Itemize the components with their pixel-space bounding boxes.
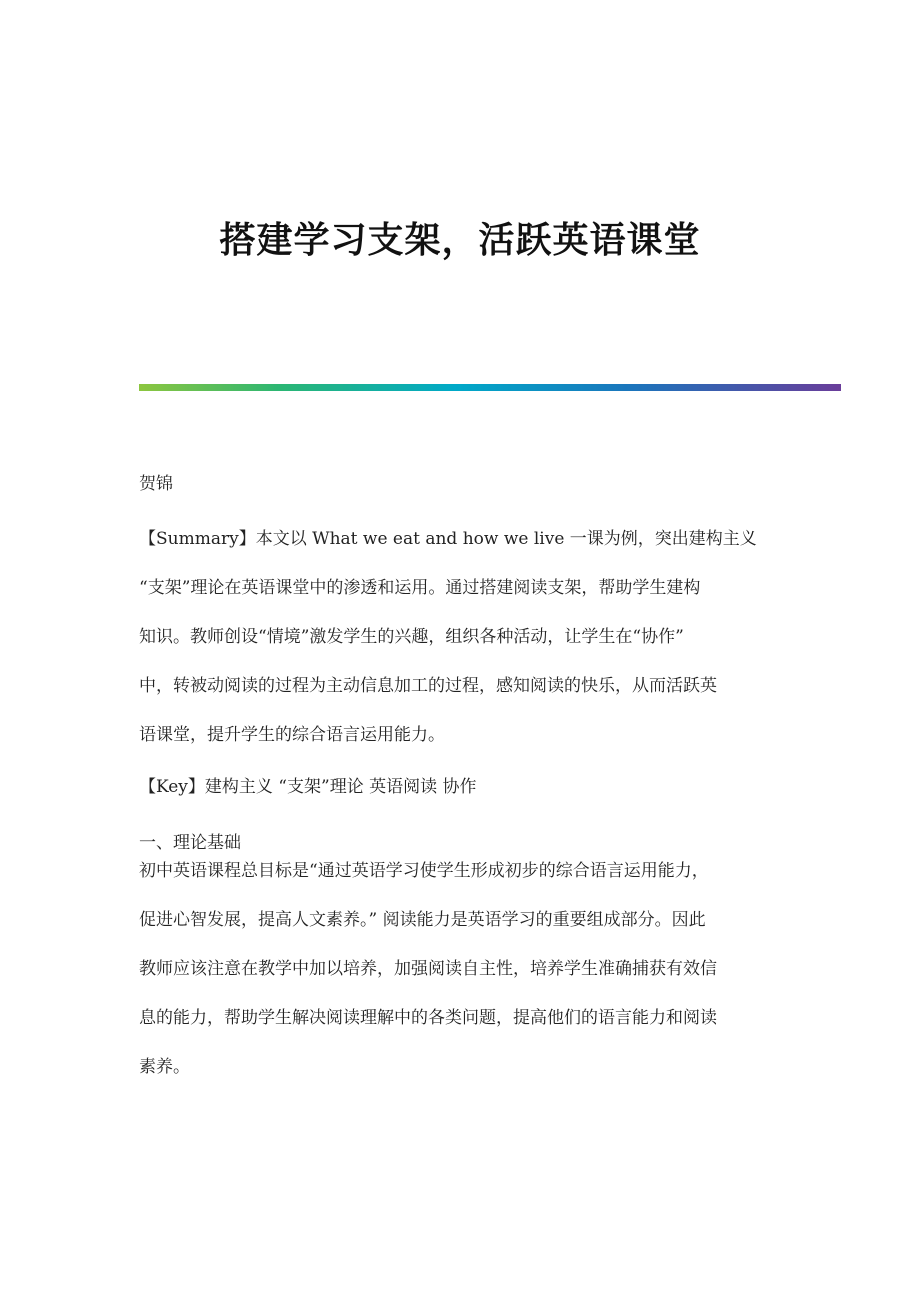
summary-line: 语课堂，提升学生的综合语言运用能力。: [139, 725, 445, 745]
summary-block: [139, 525, 757, 770]
title-divider: [139, 384, 841, 391]
paragraph-line: 素养。: [139, 1057, 190, 1077]
body-paragraph: [139, 857, 717, 1102]
paragraph-line: 教师应该注意在教学中加以培养，加强阅读自主性，培养学生准确捕获有效信: [139, 959, 717, 979]
document-title: 搭建学习支架，活跃英语课堂: [219, 219, 701, 261]
keywords-line: 【Key】建构主义 “支架”理论 英语阅读 协作: [139, 777, 477, 797]
paragraph-line: 息的能力，帮助学生解决阅读理解中的各类问题，提高他们的语言能力和阅读: [139, 1008, 717, 1028]
section-heading: 一、理论基础: [139, 833, 241, 853]
summary-line: 中，转被动阅读的过程为主动信息加工的过程，感知阅读的快乐，从而活跃英: [139, 676, 717, 696]
paragraph-line: 初中英语课程总目标是“通过英语学习使学生形成初步的综合语言运用能力，: [139, 861, 709, 881]
author-name: 贺锦: [139, 474, 173, 494]
summary-line: “支架”理论在英语课堂中的渗透和运用。通过搭建阅读支架，帮助学生建构: [139, 578, 701, 598]
summary-line: 知识。教师创设“情境”激发学生的兴趣，组织各种活动，让学生在“协作”: [139, 627, 684, 647]
paragraph-line: 促进心智发展，提高人文素养。” 阅读能力是英语学习的重要组成部分。因此: [139, 910, 706, 930]
summary-line: 【Summary】本文以 What we eat and how we live 一课为例，突出建构主义: [139, 529, 757, 549]
